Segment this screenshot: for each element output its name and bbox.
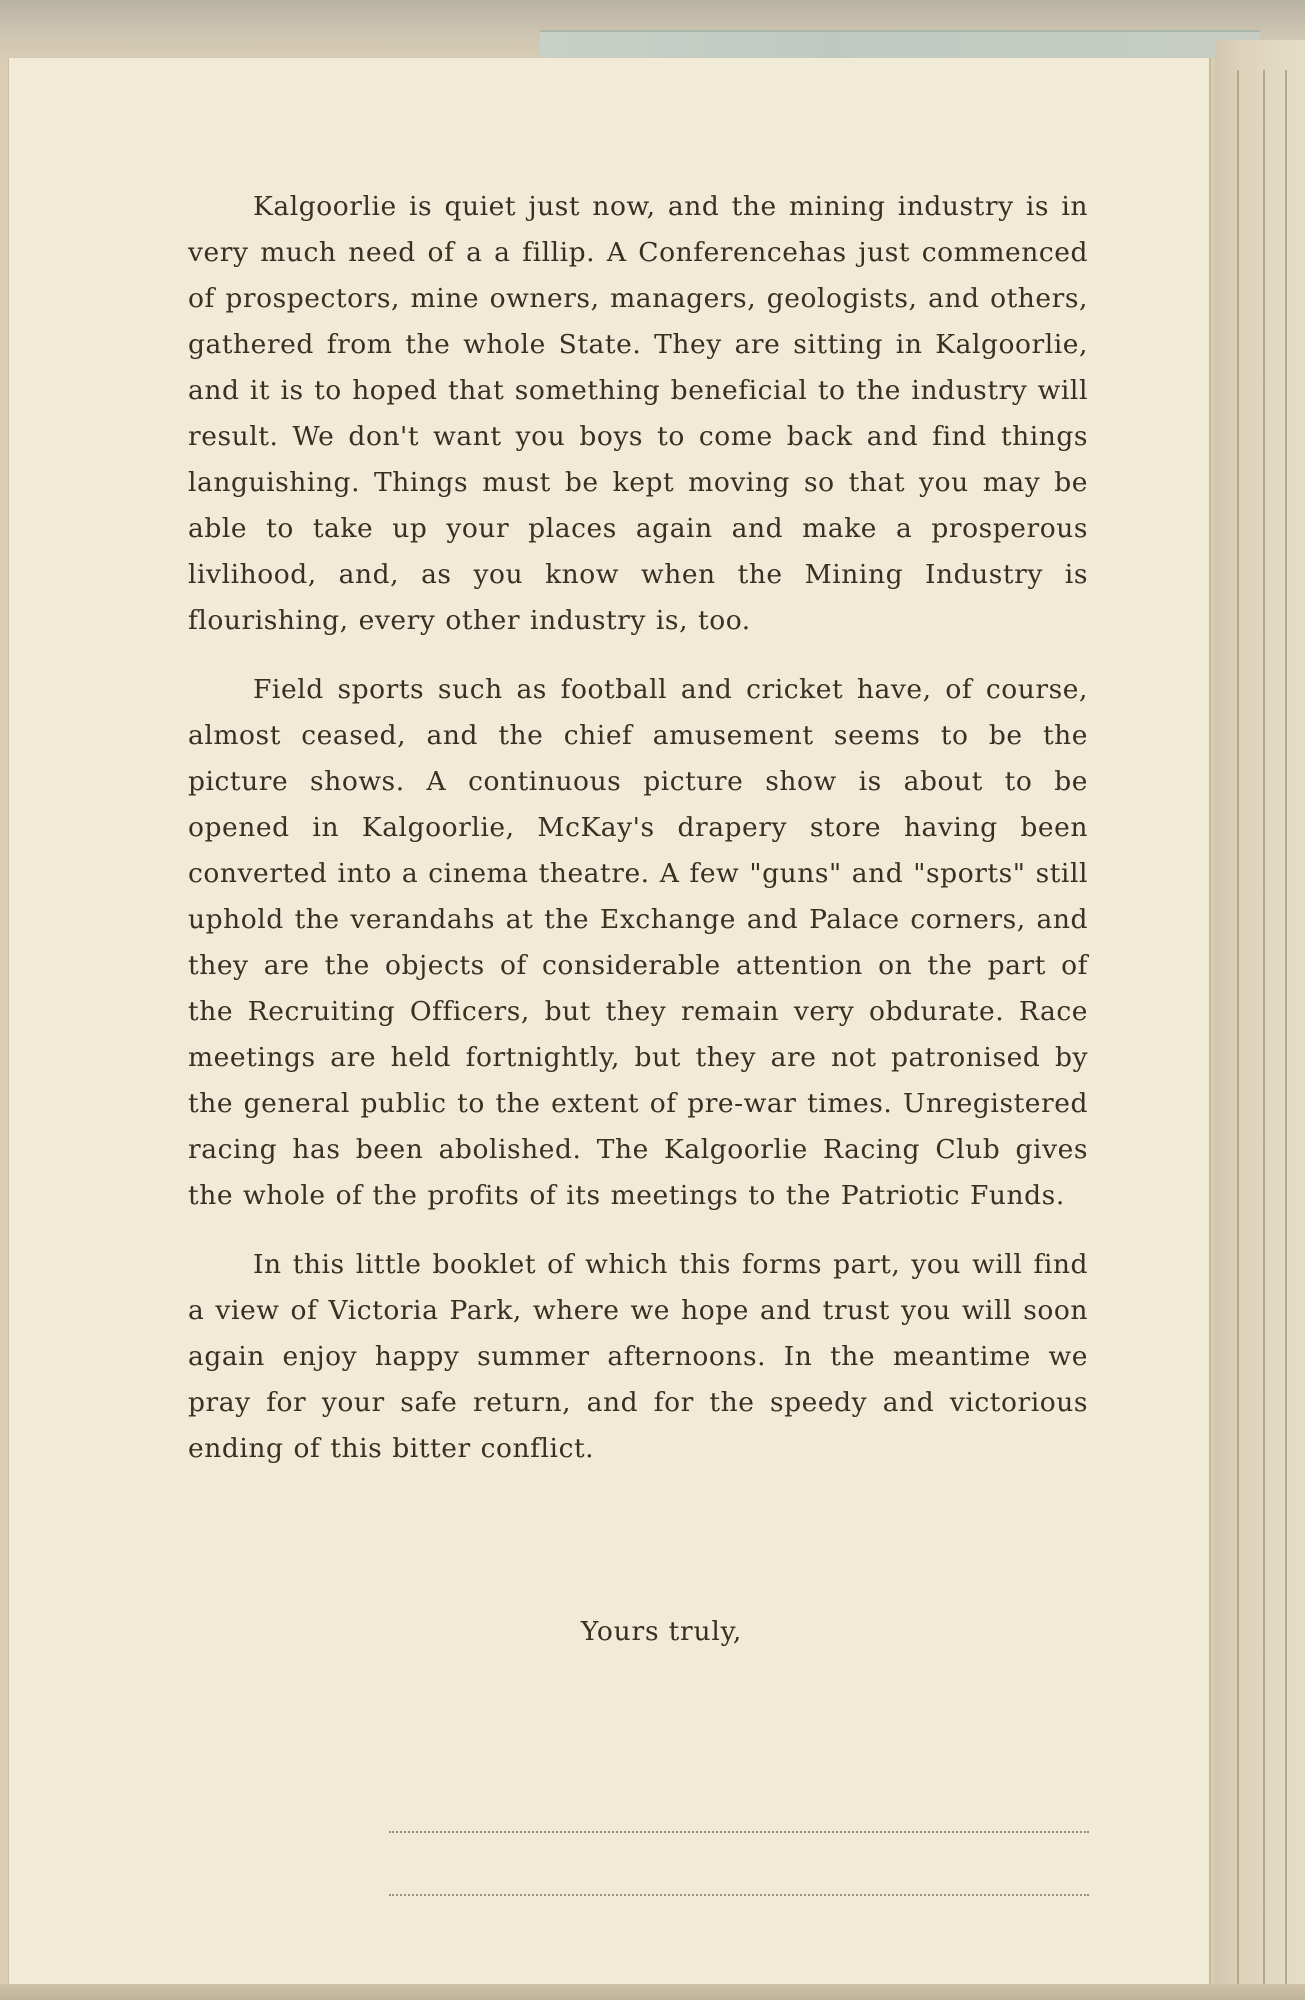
- paragraph-sports: Field sports such as football and cricket have, of course, almost ceased, and the chief amusement seems to be the picture shows. A continuous picture show is about to be opened in Kalgoorlie, McKay's drapery store having been converted into a cinema theatre. A few "guns" and "sports" still uphold the verandahs at the Exchange and Palace corners, and they are the objects of considerable attention on the part of the Recruiting Officers, but they remain very obdurate. Race meetings are held fortnightly, but they are not patronised by the general public to the extent of pre-war times. Unregistered racing has been abolished. The Kalgoorlie Racing Club gives the whole of the profits of its meetings to the Patriotic Funds.: [188, 674, 1088, 1211]
- letter-page: [8, 58, 1209, 1988]
- page-edge-line: [1285, 70, 1287, 1990]
- page-edge-line: [1237, 70, 1239, 1990]
- signature-line: [389, 1894, 1089, 1896]
- signature-line: [389, 1831, 1089, 1833]
- page-edge-line: [1263, 70, 1265, 1990]
- back-pages-edge: [1215, 40, 1305, 2000]
- paragraph-mining: Kalgoorlie is quiet just now, and the mining industry is in very much need of a a fillip. A Conferencehas just commenced of prospectors, mine owners, managers, geologists, and others, gathered from the whole State. They are sitting in Kalgoorlie, and it is to hoped that something beneficial to the industry will result. We don't want you boys to come back and find things languishing. Things must be kept moving so that you may be able to take up your places again and make a prosperous livlihood, and, as you know when the Mining Industry is flourishing, every other industry is, too.: [188, 191, 1088, 636]
- letter-body: [188, 184, 1088, 1495]
- paragraph-booklet: In this little booklet of which this forms part, you will find a view of Victoria Park, where we hope and trust you will soon again enjoy happy summer afternoons. In the meantime we pray for your safe return, and for the speedy and victorious ending of this bitter conflict.: [188, 1249, 1088, 1464]
- scan-top-edge: [0, 0, 1305, 62]
- scan-bottom-edge: [0, 1984, 1305, 2000]
- torn-paper-edge: [540, 30, 1260, 58]
- closing-salutation: Yours truly,: [580, 1616, 743, 1647]
